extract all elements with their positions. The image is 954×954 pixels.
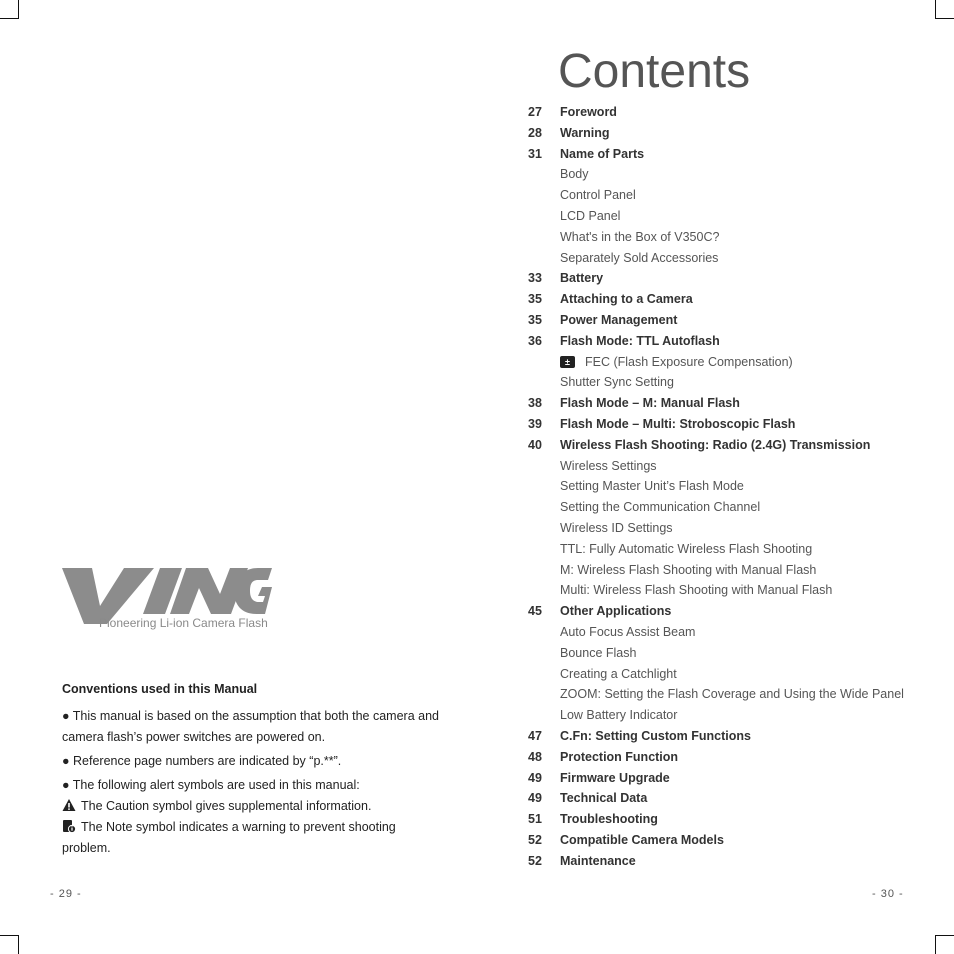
toc-entry-title (560, 355, 793, 369)
fec-icon: ± (560, 356, 575, 368)
conventions-line: camera flash’s power switches are powered on. (62, 730, 326, 744)
caution-line (62, 796, 452, 817)
toc-entry-title (560, 854, 636, 868)
toc-entry-title (560, 687, 904, 701)
toc-entry-label: Flash Mode – Multi: Stroboscopic Flash (560, 416, 796, 431)
toc-entry-label: Creating a Catchlight (560, 666, 677, 681)
toc-page-number: 39 (528, 416, 542, 431)
toc-entry-title (560, 167, 589, 181)
toc-entry (520, 622, 940, 643)
toc-page-number: 31 (528, 146, 542, 161)
toc-entry-label: Attaching to a Camera (560, 292, 693, 307)
toc-entry-label: Warning (560, 125, 610, 140)
toc-page-number: 35 (528, 312, 542, 327)
toc-entry-label: M: Wireless Flash Shooting with Manual Flash (560, 562, 817, 577)
toc-entry (520, 289, 940, 310)
toc-entry-title (560, 438, 870, 452)
toc-entry (520, 372, 940, 393)
toc-entry (520, 185, 940, 206)
crop-mark-bottom-right (935, 935, 954, 954)
toc-page-number: 33 (528, 271, 542, 286)
toc-entry-title (560, 271, 603, 285)
toc-entry-title (560, 292, 693, 306)
page-number-right: - 30 - (872, 888, 904, 900)
toc-entry (520, 705, 940, 726)
toc-entry (520, 830, 940, 851)
toc-entry-title (560, 667, 677, 681)
toc-entry-label: Maintenance (560, 853, 636, 868)
note-icon (62, 819, 76, 833)
toc-entry-title (560, 479, 744, 493)
toc-entry-label: Setting Master Unit’s Flash Mode (560, 479, 744, 494)
toc-entry-label: ZOOM: Setting the Flash Coverage and Using the Wide Panel (560, 687, 904, 702)
toc-entry-title (560, 771, 670, 785)
toc-entry (520, 539, 940, 560)
toc-entry (520, 102, 940, 123)
crop-mark-bottom-left (0, 935, 19, 954)
crop-mark-top-right (935, 0, 954, 19)
caution-icon (62, 798, 76, 812)
logo-tagline: Pioneering Li-ion Camera Flash (99, 616, 268, 630)
toc-entry-title (560, 729, 751, 743)
toc-entry-label: Protection Function (560, 749, 679, 764)
crop-mark-top-left (0, 0, 19, 19)
table-of-contents (520, 102, 940, 871)
toc-entry-label: Other Applications (560, 604, 672, 619)
toc-entry-label: Wireless Flash Shooting: Radio (2.4G) Transmission (560, 437, 871, 452)
toc-entry-label: Power Management (560, 312, 678, 327)
toc-entry-title (560, 500, 760, 514)
toc-entry-label: FEC (Flash Exposure Compensation) (585, 354, 793, 369)
toc-page-number: 49 (528, 770, 542, 785)
toc-entry-label: Wireless ID Settings (560, 520, 673, 535)
toc-entry-label: TTL: Fully Automatic Wireless Flash Shooting (560, 541, 813, 556)
toc-page-number: 35 (528, 292, 542, 307)
toc-page-number: 45 (528, 604, 542, 619)
toc-entry (520, 809, 940, 830)
toc-entry-label: Low Battery Indicator (560, 708, 678, 723)
toc-entry (520, 393, 940, 414)
toc-entry (520, 643, 940, 664)
toc-entry-title (560, 750, 678, 764)
toc-entry-title (560, 625, 695, 639)
toc-entry (520, 206, 940, 227)
toc-entry (520, 518, 940, 539)
toc-entry-label: Multi: Wireless Flash Shooting with Manual Flash (560, 583, 833, 598)
toc-entry-label: Wireless Settings (560, 458, 657, 473)
toc-entry (520, 435, 940, 456)
toc-entry (520, 788, 940, 809)
toc-page-number: 28 (528, 125, 542, 140)
toc-entry (520, 768, 940, 789)
toc-entry (520, 580, 940, 601)
toc-entry-label: Battery (560, 271, 604, 286)
toc-entry-title (560, 334, 720, 348)
toc-entry-label: Compatible Camera Models (560, 832, 724, 847)
toc-entry-title (560, 105, 617, 119)
caution-text: The Caution symbol gives supplemental information. (81, 799, 372, 813)
toc-entry (520, 664, 940, 685)
contents-title: Contents (558, 45, 751, 98)
toc-entry-title (560, 188, 636, 202)
toc-entry-title (560, 812, 658, 826)
toc-entry-label: Shutter Sync Setting (560, 375, 674, 390)
toc-entry-title (560, 604, 671, 618)
toc-entry (520, 747, 940, 768)
toc-entry-title (560, 396, 740, 410)
conventions-section (62, 682, 452, 859)
toc-entry-title (560, 563, 816, 577)
toc-entry-title (560, 126, 610, 140)
toc-entry (520, 352, 940, 373)
toc-entry (520, 227, 940, 248)
toc-entry-label: Separately Sold Accessories (560, 250, 719, 265)
toc-entry (520, 144, 940, 165)
toc-entry-label: Bounce Flash (560, 645, 637, 660)
conventions-title: Conventions used in this Manual (62, 682, 258, 696)
toc-entry-title (560, 833, 724, 847)
toc-page-number: 52 (528, 832, 542, 847)
toc-entry-title (560, 708, 677, 722)
toc-page-number: 47 (528, 728, 542, 743)
toc-entry (520, 248, 940, 269)
toc-entry-title (560, 230, 719, 244)
toc-entry-label: Flash Mode – M: Manual Flash (560, 396, 740, 411)
toc-page-number: 36 (528, 333, 542, 348)
conventions-line: ● Reference page numbers are indicated by “p.**”. (62, 754, 342, 768)
toc-entry (520, 123, 940, 144)
toc-entry (520, 851, 940, 872)
conventions-line: ● This manual is based on the assumption that both the camera and (62, 709, 439, 723)
toc-entry-title (560, 791, 647, 805)
toc-entry (520, 560, 940, 581)
toc-page-number: 48 (528, 749, 542, 764)
toc-entry-label: Technical Data (560, 791, 648, 806)
toc-entry-label: Firmware Upgrade (560, 770, 670, 785)
toc-page-number: 51 (528, 812, 542, 827)
toc-entry (520, 414, 940, 435)
toc-entry (520, 268, 940, 289)
toc-entry-title (560, 147, 644, 161)
toc-entry (520, 476, 940, 497)
toc-entry (520, 164, 940, 185)
toc-entry (520, 601, 940, 622)
toc-entry (520, 310, 940, 331)
toc-entry (520, 497, 940, 518)
toc-entry-title (560, 521, 673, 535)
toc-entry-label: Flash Mode: TTL Autoflash (560, 333, 720, 348)
conventions-line: ● The following alert symbols are used in this manual: (62, 778, 360, 792)
toc-entry-label: Name of Parts (560, 146, 645, 161)
page-number-left: - 29 - (50, 888, 82, 900)
toc-entry (520, 726, 940, 747)
toc-entry-title (560, 646, 636, 660)
note-text-continued: problem. (62, 841, 111, 855)
toc-page-number: 27 (528, 105, 542, 119)
toc-page-number: 49 (528, 791, 542, 806)
toc-entry-title (560, 209, 620, 223)
toc-entry (520, 684, 940, 705)
toc-entry-title (560, 542, 812, 556)
toc-entry (520, 331, 940, 352)
note-line (62, 817, 452, 838)
toc-entry-label: Troubleshooting (560, 812, 658, 827)
toc-page-number: 52 (528, 853, 542, 868)
toc-entry-title (560, 417, 795, 431)
toc-entry-title (560, 459, 657, 473)
toc-entry-label: Auto Focus Assist Beam (560, 624, 696, 639)
toc-entry-label: What's in the Box of V350C? (560, 229, 720, 244)
toc-entry (520, 456, 940, 477)
toc-entry-label: Body (560, 167, 589, 182)
toc-entry-label: Setting the Communication Channel (560, 500, 761, 515)
toc-entry-title (560, 251, 718, 265)
toc-entry-label: Control Panel (560, 188, 636, 203)
toc-entry-label: LCD Panel (560, 208, 621, 223)
note-text: The Note symbol indicates a warning to prevent shooting (81, 820, 396, 834)
toc-page-number: 40 (528, 437, 542, 452)
toc-entry-title (560, 583, 832, 597)
toc-entry-label: C.Fn: Setting Custom Functions (560, 728, 751, 743)
toc-entry-label: Foreword (560, 105, 617, 119)
toc-page-number: 38 (528, 396, 542, 411)
toc-entry-title (560, 313, 677, 327)
toc-entry-title (560, 375, 674, 389)
